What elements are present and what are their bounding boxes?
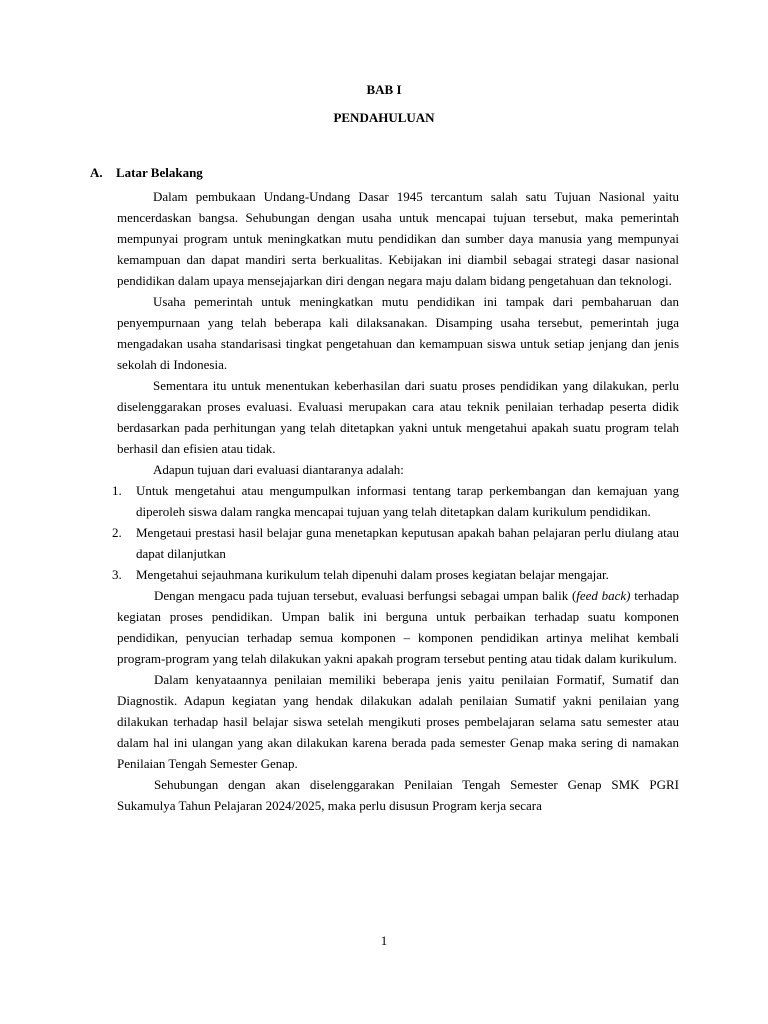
page-number: 1 [380,933,388,948]
list-item-text: Untuk mengetahui atau mengumpulkan informasi tentang tarap perkembangan dan kemajuan yang diperoleh siswa dalam rangka mencapai tujuan yang telah ditetapkan dalam kurikulum pendidikan. [136,483,679,519]
chapter-label: BAB I [366,82,402,97]
list-item-text: Mengetaui prestasi hasil belajar guna menetapkan keputusan apakah bahan pelajaran perlu diulang atau dapat dilanjutkan [136,525,679,561]
list-item [112,564,679,585]
chapter-title: PENDAHULUAN [333,110,435,125]
list-item-number: 1. [112,483,122,498]
feedback-text-after: terhadap kegiatan proses pendidikan. Umpan balik ini berguna untuk perbaikan terhadap suatu komponen pendidikan, penyucian terhadap semua komponen – komponen pendidikan artinya melihat kembali program-program yang telah dilakukan yakni apakah program tersebut penting atau tidak dalam kurikulum. [117,588,679,666]
paragraph-2: Usaha pemerintah untuk meningkatkan mutu pendidikan ini tampak dari pembaharuan dan penyempurnaan yang telah beberapa kali dilaksanakan. Disamping usaha tersebut, pemerintah juga mengadakan usaha standarisasi tingkat pengetahuan dan kemampuan siswa untuk setiap jenjang dan jenis sekolah di Indonesia. [117,294,679,372]
section-letter: A. [90,165,103,180]
paragraph-program: Sehubungan dengan akan diselenggarakan Penilaian Tengah Semester Genap SMK PGRI Sukamulya Tahun Pelajaran 2024/2025, maka perlu disusun Program kerja secara [117,777,679,813]
paragraph-assessment-types: Dalam kenyataannya penilaian memiliki beberapa jenis yaitu penilaian Formatif, Sumatif dan Diagnostik. Adapun kegiatan yang hendak dilakukan adalah penilaian Sumatif yakni penilaian yang dilakukan terhadap hasil belajar siswa setelah mengikuti proses pembelajaran selama satu semester atau dalam hal ini ulangan yang akan dilakukan karena berada pada semester Genap maka sering di namakan Penilaian Tengah Semester Genap. [117,672,679,771]
feedback-text-before: Dengan mengacu pada tujuan tersebut, evaluasi berfungsi sebagai umpan balik ( [154,588,577,603]
list-item-number: 2. [112,525,122,540]
body-text [112,186,679,816]
section-title-text: Latar Belakang [116,165,203,180]
list-item [112,522,679,564]
paragraph-1: Dalam pembukaan Undang-Undang Dasar 1945 tercantum salah satu Tujuan Nasional yaitu mencerdaskan bangsa. Sehubungan dengan usaha untuk mencapai tujuan tersebut, maka pemerintah mempunyai program untuk meningkatkan mutu pendidikan dan sumber daya manusia yang mempunyai kemampuan dan dapat mandiri serta berkualitas. Kebijakan ini diambil sebagai strategi dasar nasional pendidikan dalam upaya mensejajarkan diri dengan negara maju dalam bidang pengetahuan dan teknologi. [117,189,679,288]
list-item-number: 3. [112,567,122,582]
paragraph-3: Sementara itu untuk menentukan keberhasilan dari suatu proses pendidikan yang dilakukan, perlu diselenggarakan proses evaluasi. Evaluasi merupakan cara atau teknik penilaian terhadap peserta didik berdasarkan pada perhitungan yang telah ditetapkan yakni untuk mengetahui apakah suatu program telah berhasil dan efisien atau tidak. [117,378,679,456]
paragraph-feedback [117,585,679,669]
list-item [112,480,679,522]
paragraph-4: Adapun tujuan dari evaluasi diantaranya adalah: [153,462,404,477]
goals-list [112,480,679,585]
section-heading [90,165,203,181]
list-item-text: Mengetahui sejauhmana kurikulum telah dipenuhi dalam proses kegiatan belajar mengajar. [136,567,609,582]
feedback-italic-term: feed back) [576,588,631,603]
